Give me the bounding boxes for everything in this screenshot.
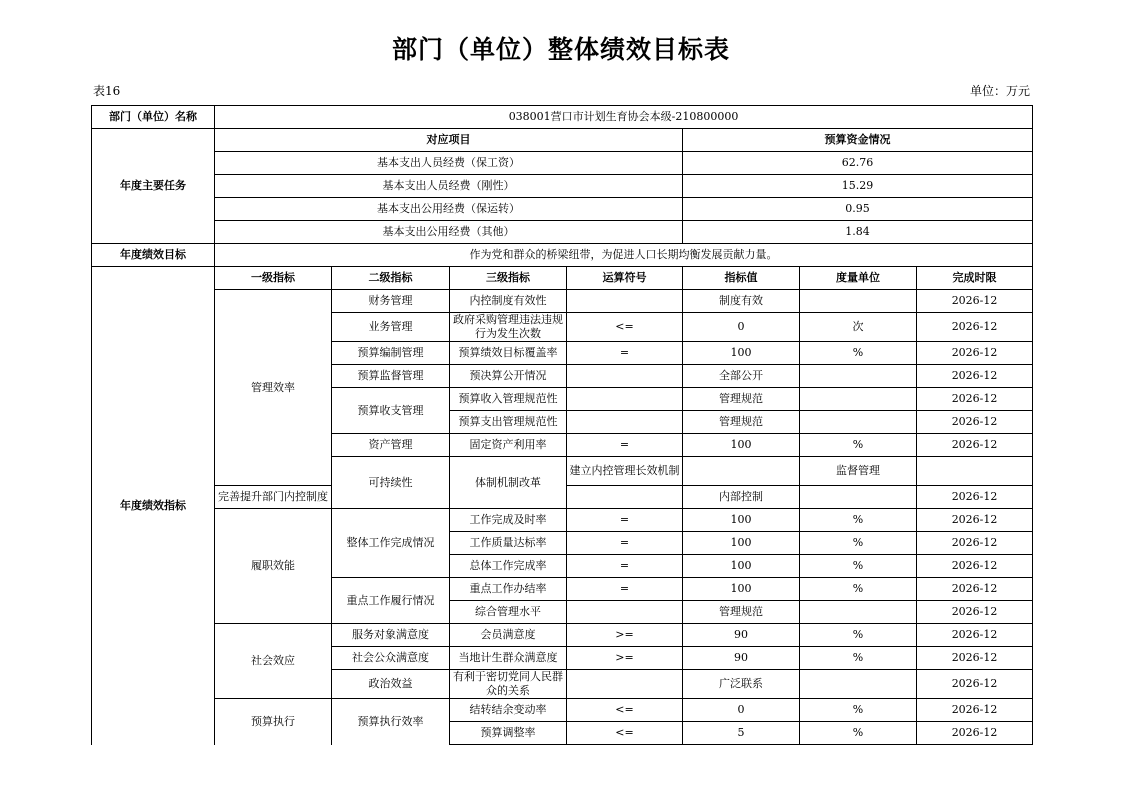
unit-cell: % <box>800 578 917 601</box>
task-row <box>92 175 1033 198</box>
level1-cell: 可持续性 <box>332 457 450 509</box>
unit-label: 单位：万元 <box>969 84 1030 98</box>
value-cell: 制度有效 <box>683 290 800 313</box>
unit-cell: % <box>800 509 917 532</box>
unit-cell <box>800 388 917 411</box>
value-cell: 100 <box>683 342 800 365</box>
table-number: 表16 <box>93 84 121 98</box>
task-item: 基本支出人员经费（保工资） <box>215 152 683 175</box>
unit-cell: % <box>800 532 917 555</box>
level1-cell: 预算执行 <box>215 699 332 745</box>
header-level1: 一级指标 <box>215 267 332 290</box>
value-cell: 100 <box>683 509 800 532</box>
header-unit: 度量单位 <box>800 267 917 290</box>
operator-cell: = <box>567 555 683 578</box>
goal-row <box>92 244 1033 267</box>
value-cell: 管理规范 <box>683 411 800 434</box>
level2-cell: 体制机制改革 <box>450 457 567 509</box>
operator-cell <box>567 365 683 388</box>
table-row <box>92 699 1033 722</box>
operator-cell: <= <box>567 722 683 745</box>
level1-cell: 履职效能 <box>215 509 332 624</box>
level2-cell: 社会公众满意度 <box>332 647 450 670</box>
tasks-label: 年度主要任务 <box>92 129 215 244</box>
unit-cell: % <box>800 647 917 670</box>
unit-cell <box>800 411 917 434</box>
value-cell: 90 <box>683 647 800 670</box>
unit-cell: % <box>800 434 917 457</box>
deadline-cell: 2026-12 <box>917 624 1033 647</box>
task-amount: 0.95 <box>683 198 1033 221</box>
value-cell: 100 <box>683 434 800 457</box>
level3-cell: 固定资产利用率 <box>450 434 567 457</box>
operator-cell: >= <box>567 624 683 647</box>
header-level2: 二级指标 <box>332 267 450 290</box>
operator-cell <box>567 601 683 624</box>
level3-cell: 工作质量达标率 <box>450 532 567 555</box>
page-title: 部门（单位）整体绩效目标表 <box>391 35 730 64</box>
value-cell: 监督管理 <box>800 457 917 486</box>
operator-cell <box>567 411 683 434</box>
unit-cell <box>800 486 917 509</box>
level2-cell: 重点工作履行情况 <box>332 578 450 624</box>
level2-cell: 预算编制管理 <box>332 342 450 365</box>
value-cell: 管理规范 <box>683 388 800 411</box>
unit-cell <box>800 290 917 313</box>
deadline-cell: 2026-12 <box>917 342 1033 365</box>
operator-cell <box>567 670 683 699</box>
unit-cell <box>917 457 1033 486</box>
unit-cell: % <box>800 699 917 722</box>
operator-cell: >= <box>567 647 683 670</box>
operator-cell: = <box>567 578 683 601</box>
task-amount: 15.29 <box>683 175 1033 198</box>
dept-row <box>92 106 1033 129</box>
operator-cell <box>567 290 683 313</box>
value-cell: 全部公开 <box>683 365 800 388</box>
deadline-cell: 2026-12 <box>917 699 1033 722</box>
level3-cell: 内控制度有效性 <box>450 290 567 313</box>
level3-cell: 综合管理水平 <box>450 601 567 624</box>
operator-cell: = <box>567 509 683 532</box>
level3-cell: 预算绩效目标覆盖率 <box>450 342 567 365</box>
level3-cell: 工作完成及时率 <box>450 509 567 532</box>
value-cell: 90 <box>683 624 800 647</box>
deadline-cell: 2026-12 <box>917 578 1033 601</box>
unit-cell: % <box>800 722 917 745</box>
value-cell: 内部控制 <box>683 486 800 509</box>
table-row <box>92 290 1033 313</box>
value-cell: 0 <box>683 699 800 722</box>
task-item: 基本支出人员经费（刚性） <box>215 175 683 198</box>
operator-cell: <= <box>567 699 683 722</box>
deadline-cell: 2026-12 <box>917 434 1033 457</box>
level3-cell: 预算收入管理规范性 <box>450 388 567 411</box>
unit-cell: % <box>800 624 917 647</box>
level3-cell: 建立内控管理长效机制 <box>567 457 683 486</box>
level3-cell: 总体工作完成率 <box>450 555 567 578</box>
header-value: 指标值 <box>683 267 800 290</box>
task-row <box>92 198 1033 221</box>
unit-cell <box>800 365 917 388</box>
operator-cell <box>567 486 683 509</box>
unit-cell: % <box>800 555 917 578</box>
deadline-cell: 2026-12 <box>917 411 1033 434</box>
level3-cell: 当地计生群众满意度 <box>450 647 567 670</box>
deadline-cell: 2026-12 <box>917 486 1033 509</box>
unit-cell <box>800 601 917 624</box>
deadline-cell: 2026-12 <box>917 509 1033 532</box>
deadline-cell: 2026-12 <box>917 722 1033 745</box>
level2-cell: 预算收支管理 <box>332 388 450 434</box>
deadline-cell: 2026-12 <box>917 388 1033 411</box>
task-row <box>92 152 1033 175</box>
task-item: 基本支出公用经费（其他） <box>215 221 683 244</box>
level3-cell: 政府采购管理违法违规行为发生次数 <box>450 313 567 342</box>
level2-cell: 服务对象满意度 <box>332 624 450 647</box>
header-deadline: 完成时限 <box>917 267 1033 290</box>
task-amount: 62.76 <box>683 152 1033 175</box>
value-cell: 100 <box>683 555 800 578</box>
deadline-cell: 2026-12 <box>917 365 1033 388</box>
level2-cell: 资产管理 <box>332 434 450 457</box>
deadline-cell: 2026-12 <box>917 601 1033 624</box>
table-row <box>92 624 1033 647</box>
level3-cell: 预决算公开情况 <box>450 365 567 388</box>
performance-target-table <box>91 105 1033 745</box>
unit-cell <box>800 670 917 699</box>
level3-cell: 会员满意度 <box>450 624 567 647</box>
deadline-cell: 2026-12 <box>917 647 1033 670</box>
value-cell: 广泛联系 <box>683 670 800 699</box>
dept-label: 部门（单位）名称 <box>92 106 215 129</box>
table-row <box>92 509 1033 532</box>
value-cell: 5 <box>683 722 800 745</box>
operator-cell <box>683 457 800 486</box>
level3-cell: 重点工作办结率 <box>450 578 567 601</box>
tasks-col-item: 对应项目 <box>215 129 683 152</box>
deadline-cell: 2026-12 <box>917 313 1033 342</box>
level2-cell: 业务管理 <box>332 313 450 342</box>
unit-cell: 次 <box>800 313 917 342</box>
level3-cell: 有利于密切党同人民群众的关系 <box>450 670 567 699</box>
task-row <box>92 221 1033 244</box>
dept-value: 038001营口市计划生育协会本级-210800000 <box>215 106 1033 129</box>
level2-cell: 预算监督管理 <box>332 365 450 388</box>
deadline-cell: 2026-12 <box>917 532 1033 555</box>
deadline-cell: 2026-12 <box>917 670 1033 699</box>
operator-cell <box>567 388 683 411</box>
level2-cell: 预算执行效率 <box>332 699 450 745</box>
level1-cell: 社会效应 <box>215 624 332 699</box>
task-item: 基本支出公用经费（保运转） <box>215 198 683 221</box>
value-cell: 100 <box>683 532 800 555</box>
tasks-header-row <box>92 129 1033 152</box>
goal-label: 年度绩效目标 <box>92 244 215 267</box>
goal-text: 作为党和群众的桥梁纽带，为促进人口长期均衡发展贡献力量。 <box>215 244 1033 267</box>
operator-cell: = <box>567 342 683 365</box>
header-operator: 运算符号 <box>567 267 683 290</box>
value-cell: 100 <box>683 578 800 601</box>
level3-cell: 完善提升部门内控制度 <box>215 486 332 509</box>
operator-cell: <= <box>567 313 683 342</box>
indicators-header-row <box>92 267 1033 290</box>
level2-cell: 政治效益 <box>332 670 450 699</box>
level3-cell: 预算支出管理规范性 <box>450 411 567 434</box>
header-level3: 三级指标 <box>450 267 567 290</box>
operator-cell: = <box>567 434 683 457</box>
operator-cell: = <box>567 532 683 555</box>
tasks-col-budget: 预算资金情况 <box>683 129 1033 152</box>
level2-cell: 财务管理 <box>332 290 450 313</box>
indicators-label: 年度绩效指标 <box>92 267 215 745</box>
level1-cell: 管理效率 <box>215 290 332 486</box>
deadline-cell: 2026-12 <box>917 555 1033 578</box>
level3-cell: 结转结余变动率 <box>450 699 567 722</box>
level2-cell: 整体工作完成情况 <box>332 509 450 578</box>
unit-cell: % <box>800 342 917 365</box>
deadline-cell: 2026-12 <box>917 290 1033 313</box>
level3-cell: 预算调整率 <box>450 722 567 745</box>
task-amount: 1.84 <box>683 221 1033 244</box>
value-cell: 管理规范 <box>683 601 800 624</box>
value-cell: 0 <box>683 313 800 342</box>
